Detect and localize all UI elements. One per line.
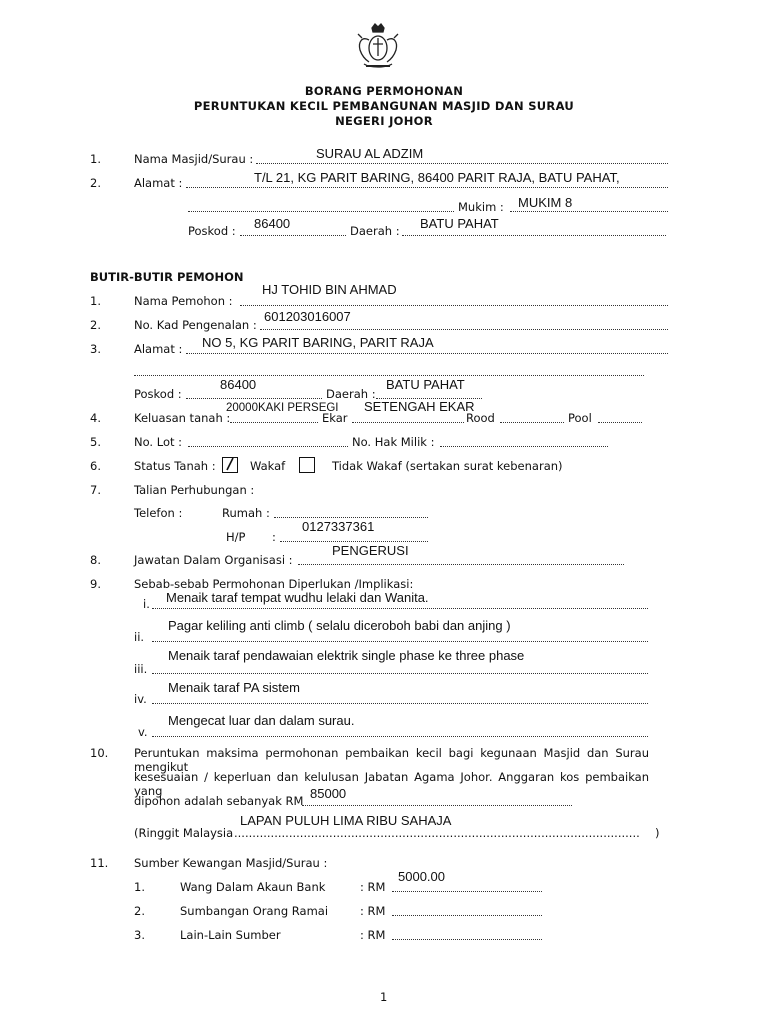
sebab-label: Sebab-sebab Permohonan Diperlukan /Implikasi: <box>134 577 414 591</box>
keluasan-label: Keluasan tanah : <box>134 411 231 425</box>
source-line[interactable] <box>392 915 542 916</box>
hp-colon: : <box>272 530 276 544</box>
source-label: Sumbangan Orang Ramai <box>180 904 329 918</box>
item-number: 8. <box>90 553 101 567</box>
alamat-pemohon-line-2 <box>134 375 644 376</box>
alamat-pemohon-value[interactable]: NO 5, KG PARIT BARING, PARIT RAJA <box>202 335 434 350</box>
source-number: 3. <box>134 928 145 942</box>
item-number: 1. <box>90 152 101 166</box>
form-title: BORANG PERMOHONAN <box>304 84 464 98</box>
mukim-line <box>510 211 668 212</box>
poskod-label: Poskod : <box>188 224 236 238</box>
status-tanah-label: Status Tanah : <box>134 459 216 473</box>
jawatan-line <box>298 564 624 565</box>
hakmilik-label: No. Hak Milik : <box>352 435 435 449</box>
daerah-pemohon-value[interactable]: BATU PAHAT <box>386 377 465 392</box>
source-rm: : RM <box>360 904 386 918</box>
form-subtitle: PERUNTUKAN KECIL PEMBANGUNAN MASJID DAN SURAU <box>193 99 575 113</box>
nama-pemohon-line <box>240 305 668 306</box>
wakaf-checkbox[interactable] <box>222 457 238 473</box>
reason-numeral: iii. <box>134 662 148 676</box>
reason-line <box>152 703 648 704</box>
item-number: 7. <box>90 483 101 497</box>
masjid-line <box>256 163 668 164</box>
item-number: 11. <box>90 856 109 870</box>
lot-line[interactable] <box>188 446 348 447</box>
source-number: 1. <box>134 880 145 894</box>
rumah-line[interactable] <box>274 517 428 518</box>
alamat-pemohon-label: Alamat : <box>134 342 183 356</box>
item-number: 4. <box>90 411 101 425</box>
amount-line <box>302 805 572 806</box>
hp-label: H/P <box>226 530 246 544</box>
rumah-label: Rumah : <box>222 506 270 520</box>
nama-pemohon-label: Nama Pemohon : <box>134 294 233 308</box>
pool-label: Pool <box>568 411 592 425</box>
alamat-value[interactable]: T/L 21, KG PARIT BARING, 86400 PARIT RAJA, BATU PAHAT, <box>254 170 620 185</box>
lot-label: No. Lot : <box>134 435 183 449</box>
reason-numeral: i. <box>143 597 150 611</box>
reason-numeral: ii. <box>134 630 145 644</box>
form-state: NEGERI JOHOR <box>335 114 433 128</box>
reason-text[interactable]: Menaik taraf pendawaian elektrik single phase ke three phase <box>168 648 525 663</box>
item-number: 5. <box>90 435 101 449</box>
alamat-line <box>186 187 668 188</box>
ic-label: No. Kad Pengenalan : <box>134 318 257 332</box>
reason-line <box>152 608 648 609</box>
reason-text[interactable]: Pagar keliling anti climb ( selalu diceroboh babi dan anjing ) <box>168 618 511 633</box>
pool-line <box>598 422 642 423</box>
hakmilik-line[interactable] <box>440 446 608 447</box>
reason-line <box>152 736 648 737</box>
source-number: 2. <box>134 904 145 918</box>
ringgit-label: (Ringgit Malaysia <box>134 826 234 840</box>
nama-pemohon-value[interactable]: HJ TOHID BIN AHMAD <box>262 282 397 297</box>
peruntukan-text-1: Peruntukan maksima permohonan pembaikan kecil bagi kegunaan Masjid dan Surau mengikut <box>134 746 649 774</box>
telefon-label: Telefon : <box>134 506 183 520</box>
alamat-pemohon-line <box>186 353 668 354</box>
masjid-value[interactable]: SURAU AL ADZIM <box>316 146 424 161</box>
item-number: 1. <box>90 294 101 308</box>
source-rm: : RM <box>360 928 386 942</box>
source-line[interactable] <box>392 939 542 940</box>
daerah-line <box>402 235 666 236</box>
item-number: 3. <box>90 342 101 356</box>
peruntukan-text-3: dipohon adalah sebanyak RM <box>134 794 304 808</box>
alamat-label: Alamat : <box>134 176 183 190</box>
masjid-label: Nama Masjid/Surau : <box>134 152 254 166</box>
reason-line <box>152 641 648 642</box>
reason-numeral: iv. <box>134 692 147 706</box>
poskod-pemohon-value[interactable]: 86400 <box>220 377 257 392</box>
ic-line <box>260 329 668 330</box>
reason-line <box>152 673 648 674</box>
item-number: 2. <box>90 176 101 190</box>
item-number: 10. <box>90 746 109 760</box>
amount-in-words-value[interactable]: LAPAN PULUH LIMA RIBU SAHAJA <box>240 813 452 828</box>
mukim-label: Mukim : <box>458 200 504 214</box>
alamat-line-2 <box>188 211 454 212</box>
poskod-pemohon-label: Poskod : <box>134 387 182 401</box>
keluasan-value[interactable]: 20000KAKI PERSEGI <box>226 402 339 414</box>
daerah-pemohon-label: Daerah : <box>326 387 376 401</box>
hp-line <box>280 541 428 542</box>
tidak-wakaf-checkbox[interactable] <box>299 457 315 473</box>
ic-value[interactable]: 601203016007 <box>264 309 351 324</box>
mukim-value[interactable]: MUKIM 8 <box>518 195 573 210</box>
daerah-label: Daerah : <box>350 224 400 238</box>
source-rm: : RM <box>360 880 386 894</box>
source-line <box>392 891 542 892</box>
item-number: 2. <box>90 318 101 332</box>
poskod-value[interactable]: 86400 <box>254 216 291 231</box>
source-value[interactable]: 5000.00 <box>398 869 445 884</box>
ekar-label: Ekar <box>322 411 348 425</box>
talian-label: Talian Perhubungan : <box>134 483 255 497</box>
item-number: 6. <box>90 459 101 473</box>
reason-text[interactable]: Menaik taraf tempat wudhu lelaki dan Wanita. <box>166 590 429 605</box>
reason-text[interactable]: Mengecat luar dan dalam surau. <box>168 713 355 728</box>
johor-crest-logo <box>350 22 406 70</box>
jawatan-label: Jawatan Dalam Organisasi : <box>134 553 293 567</box>
wakaf-label: Wakaf <box>250 459 286 473</box>
ekar-line <box>352 422 464 423</box>
ringgit-close: ) <box>655 826 660 840</box>
ekar-value[interactable]: SETENGAH EKAR <box>364 399 475 414</box>
amount-value[interactable]: 85000 <box>310 786 347 801</box>
poskod-pemohon-line <box>186 398 322 399</box>
daerah-value[interactable]: BATU PAHAT <box>420 216 499 231</box>
poskod-line <box>240 235 346 236</box>
item-number: 9. <box>90 577 101 591</box>
reason-text[interactable]: Menaik taraf PA sistem <box>168 680 300 695</box>
ringgit-dots: ............................................................................................................... <box>234 826 640 840</box>
sumber-label: Sumber Kewangan Masjid/Surau : <box>134 856 328 870</box>
rood-label: Rood <box>466 411 495 425</box>
page-number: 1 <box>380 990 388 1004</box>
source-label: Lain-Lain Sumber <box>180 928 281 942</box>
keluasan-line <box>230 422 318 423</box>
source-label: Wang Dalam Akaun Bank <box>180 880 326 894</box>
rood-line <box>500 422 564 423</box>
tidak-wakaf-label: Tidak Wakaf (sertakan surat kebenaran) <box>332 459 563 473</box>
check-mark-icon <box>224 456 238 472</box>
hp-value[interactable]: 0127337361 <box>302 519 375 534</box>
peruntukan-text-2: kesesuaian / keperluan dan kelulusan Jabatan Agama Johor. Anggaran kos pembaikan yang <box>134 770 649 798</box>
jawatan-value[interactable]: PENGERUSI <box>332 543 409 558</box>
reason-numeral: v. <box>138 725 148 739</box>
section-title: BUTIR-BUTIR PEMOHON <box>90 270 244 284</box>
